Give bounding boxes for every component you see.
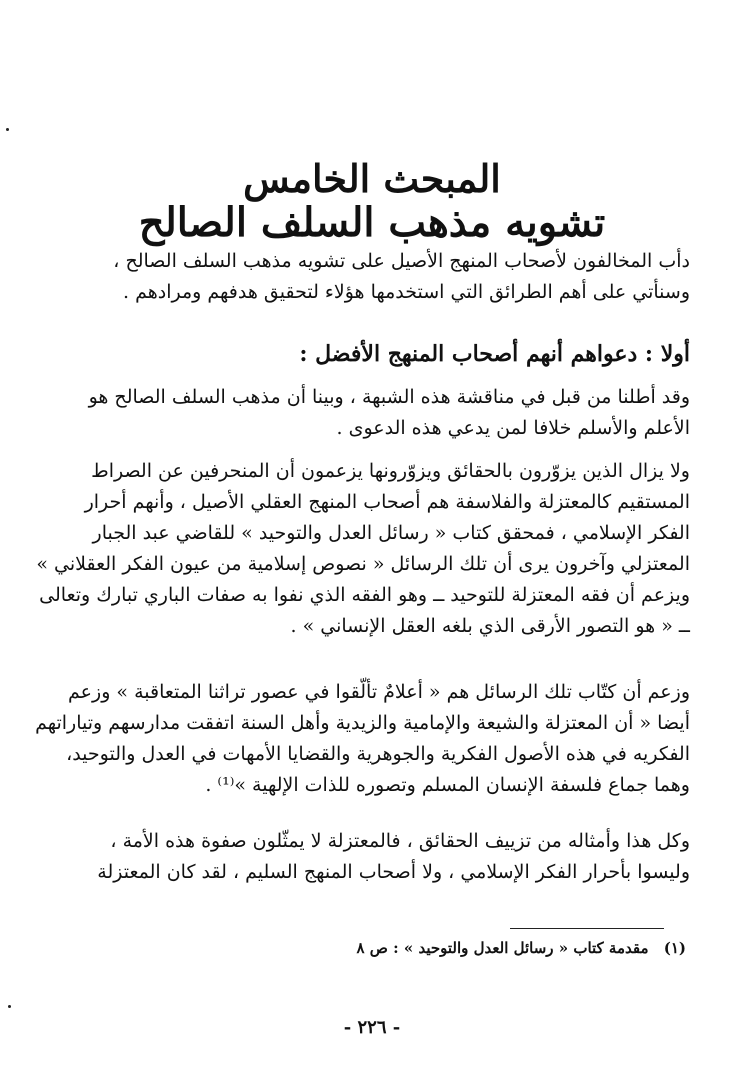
footnote xyxy=(54,936,686,960)
chapter-title: المبحث الخامس xyxy=(243,156,501,201)
footnote-text: مقدمة كتاب « رسائل العدل والتوحيد » : ص ٨ xyxy=(356,939,649,957)
text-line: الفكريه في هذه الأصول الفكرية والجوهرية والقضايا الأمهات في العدل والتوحيد، xyxy=(66,743,690,765)
text-line: الأعلم والأسلم خلافا لمن يدعي هذه الدعوى . xyxy=(336,417,690,439)
text-line: ولا يزال الذين يزوّرون بالحقائق ويزوّرونها يزعمون أن المنحرفين عن الصراط xyxy=(91,460,690,482)
text-line: دأب المخالفون لأصحاب المنهج الأصيل على تشويه مذهب السلف الصالح ، xyxy=(113,250,690,272)
text-line: وكل هذا وأمثاله من تزييف الحقائق ، فالمعتزلة لا يمثّلون صفوة هذه الأمة ، xyxy=(110,830,690,852)
section-heading: أولا : دعواهم أنهم أصحاب المنهج الأفضل : xyxy=(299,341,690,367)
text-line: المعتزلي وآخرون يرى أن تلك الرسائل « نصوص إسلامية من عيون الفكر العقلاني » xyxy=(36,553,690,575)
text-line: وسنأتي على أهم الطرائق التي استخدمها هؤلاء لتحقيق هدفهم ومرادهم . xyxy=(123,281,690,303)
text-line: ويزعم أن فقه المعتزلة للتوحيد ــ وهو الفقه الذي نفوا به صفات الباري تبارك وتعالى xyxy=(39,584,690,606)
footnote-separator xyxy=(510,928,664,929)
text-line: ــ « هو التصور الأرقى الذي بلغه العقل الإنساني » . xyxy=(290,615,690,637)
scan-speck xyxy=(8,1005,11,1008)
text-line: وليسوا بأحرار الفكر الإسلامي ، ولا أصحاب المنهج السليم ، لقد كان المعتزلة xyxy=(97,861,690,883)
text-line: أيضا « أن المعتزلة والشيعة والإمامية والزيدية وأهل السنة اتفقت مدارسهم وتياراتهم xyxy=(35,712,690,734)
scan-speck xyxy=(6,128,9,131)
paragraph-2 xyxy=(36,456,690,642)
paragraph-4 xyxy=(54,826,690,888)
text-line: وهما جماع فلسفة الإنسان المسلم وتصوره للذات الإلهية »⁽¹⁾ . xyxy=(205,774,690,796)
page-number: - ٢٢٦ - xyxy=(343,1017,401,1038)
paragraph-3 xyxy=(35,677,690,801)
intro-paragraph xyxy=(54,246,690,308)
text-line: وزعم أن كتّاب تلك الرسائل هم « أعلامٌ تألّقوا في عصور تراثنا المتعاقبة » وزعم xyxy=(68,681,690,703)
footnote-number: (١) xyxy=(663,939,686,957)
chapter-subtitle: تشويه مذهب السلف الصالح xyxy=(138,199,606,247)
chapter-title-block xyxy=(70,156,674,247)
paragraph-1 xyxy=(54,382,690,444)
text-line: الفكر الإسلامي ، فمحقق كتاب « رسائل العدل والتوحيد » للقاضي عبد الجبار xyxy=(92,522,690,544)
text-line: المستقيم كالمعتزلة والفلاسفة هم أصحاب المنهج العقلي الأصيل ، وأنهم أحرار xyxy=(84,491,690,513)
text-line: وقد أطلنا من قبل في مناقشة هذه الشبهة ، وبينا أن مذهب السلف الصالح هو xyxy=(88,386,690,408)
